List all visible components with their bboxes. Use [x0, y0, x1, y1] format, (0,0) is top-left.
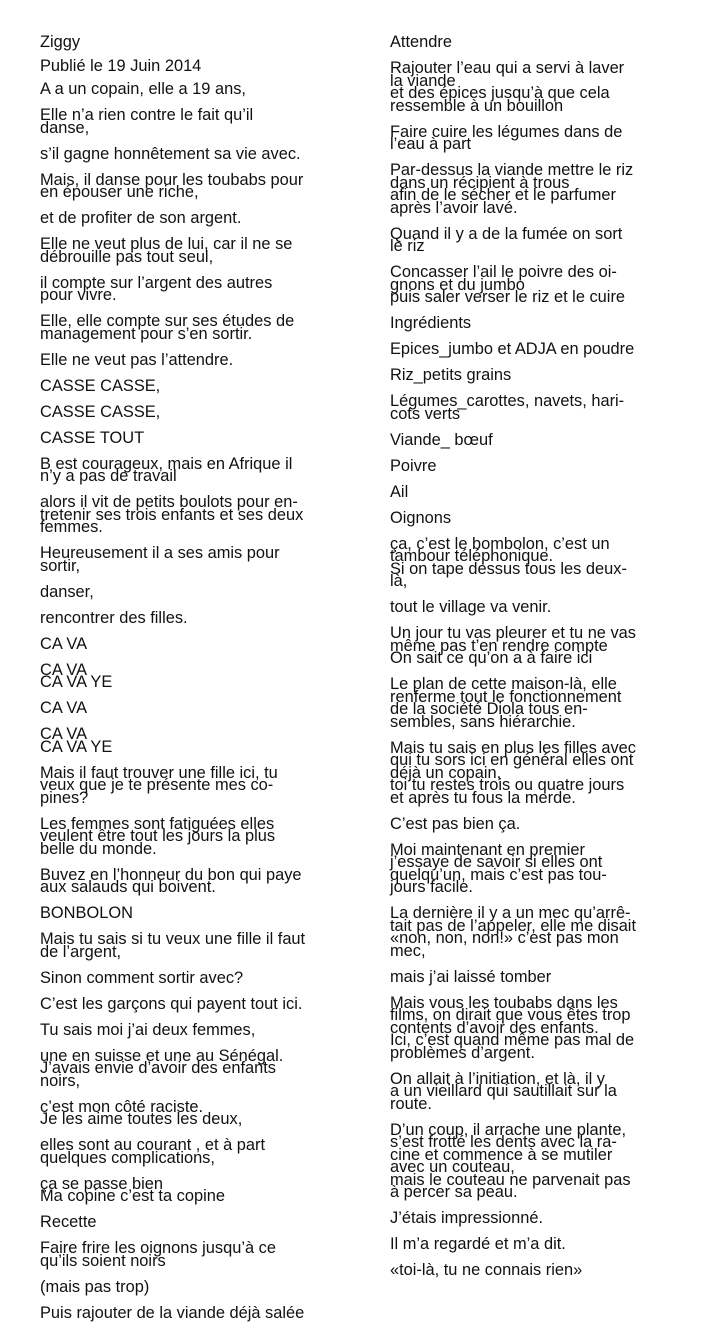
text-paragraph: D’un coup, il arrache une plante, s’est frotté les dents avec la ra- cine et commence à se mutiler avec un couteau, mais le couteau ne parvenait pas à percer sa peau.	[390, 1120, 631, 1201]
text-paragraph: Attendre	[390, 33, 452, 51]
text-paragraph: C’est les garçons qui payent tout ici.	[40, 994, 303, 1013]
text-paragraph: Riz_petits grains	[390, 366, 512, 384]
text-paragraph: s’il gagne honnêtement sa vie avec.	[40, 144, 301, 163]
text-paragraph: Par-dessus la viande mettre le riz dans un récipient à trous afin de le sécher et le parfumer après l’avoir lavé.	[390, 161, 634, 217]
text-paragraph: CA VA CA VA YE	[40, 725, 113, 756]
text-paragraph: elles sont au courant , et à part quelques complications,	[40, 1136, 266, 1167]
text-paragraph: Faire frire les oignons jusqu’à ce qu’ils soient noirs	[40, 1239, 276, 1270]
text-paragraph: danser,	[40, 582, 94, 601]
text-paragraph: tout le village va venir.	[390, 598, 552, 616]
text-paragraph: CASSE CASSE,	[40, 376, 161, 395]
text-paragraph: Mais tu sais en plus les filles avec qui tu sors ici en général elles ont déjà un copain, toi tu restes trois ou quatre jours et après tu fous la merde.	[390, 738, 636, 807]
text-paragraph: c’est mon côté raciste. Je les aime toutes les deux,	[40, 1097, 243, 1128]
text-paragraph: CA VA	[40, 699, 88, 717]
text-paragraph: J’étais impressionné.	[390, 1209, 544, 1227]
text-paragraph: Puis rajouter de la viande déjà salée	[40, 1303, 305, 1322]
text-paragraph: Sinon comment sortir avec?	[40, 968, 244, 987]
text-paragraph: Viande_ bœuf	[390, 430, 493, 449]
text-paragraph: Poivre	[390, 456, 437, 475]
text-paragraph: Epices_jumbo et ADJA en poudre	[390, 340, 635, 358]
text-paragraph: Elle n’a rien contre le fait qu’il danse,	[40, 106, 254, 137]
text-paragraph: Mais vous les toubabs dans les films, on dirait que vous êtes trop contents d’avoir des enfants. Ici, c’est quand même pas mal de problèmes d’argent.	[390, 993, 635, 1062]
text-paragraph: alors il vit de petits boulots pour en- tretenir ses trois enfants et ses deux femmes.	[40, 493, 304, 536]
text-paragraph: mais j’ai laissé tomber	[390, 967, 552, 986]
right-column-body	[390, 34, 680, 1277]
text-paragraph: Mais, il danse pour les toubabs pour en épouser une riche,	[40, 170, 304, 201]
text-paragraph: Oignons	[390, 508, 452, 527]
text-paragraph: ça, c’est le bombolon, c’est un tambour téléphonique. Si on tape dessus tous les deux- là,	[390, 534, 627, 590]
right-text-column	[390, 34, 680, 1288]
author-name: Ziggy	[40, 33, 81, 51]
text-paragraph: «toi-là, tu ne connais rien»	[390, 1261, 583, 1279]
text-paragraph: Heureusement il a ses amis pour sortir,	[40, 544, 280, 575]
text-paragraph: et de profiter de son argent.	[40, 209, 242, 227]
text-paragraph: rencontrer des filles.	[40, 608, 188, 627]
text-paragraph: Concasser l’ail le poivre des oi- gnons et du jumbo puis saler verser le riz et le cuire	[390, 263, 626, 306]
text-paragraph: Buvez en l’honneur du bon qui paye aux salauds qui boivent.	[40, 865, 302, 896]
text-paragraph: La dernière il y a un mec qu’arrê- tait pas de l’appeler, elle me disait «non, non, non!» c’est pas mon mec,	[390, 904, 637, 960]
text-paragraph: Quand il y a de la fumée on sort le riz	[390, 224, 623, 255]
text-paragraph: Elle ne veut plus de lui, car il ne se débrouille pas tout seul,	[40, 235, 293, 266]
text-paragraph: Faire cuire les légumes dans de l’eau à part	[390, 122, 623, 153]
text-paragraph: Les femmes sont fatiguées elles veulent être tout les jours la plus belle du monde.	[40, 814, 276, 858]
text-paragraph: Ail	[390, 482, 409, 501]
text-paragraph: Elle ne veut pas l’attendre.	[40, 350, 234, 369]
text-paragraph: Moi maintenant en premier j’essaye de savoir si elles ont quelqu’un, mais c’est pas tou- jours facile.	[390, 840, 607, 896]
publication-date: Publié le 19 Juin 2014	[40, 56, 202, 75]
text-paragraph: Rajouter l’eau qui a servi à laver la viande et des épices jusqu’à que cela ressemble à un bouillon	[390, 59, 625, 115]
text-paragraph: Tu sais moi j’ai deux femmes,	[40, 1020, 256, 1039]
text-paragraph: Mais tu sais si tu veux une fille il faut de l’argent,	[40, 930, 306, 961]
text-paragraph: Mais il faut trouver une fille ici, tu veux que je te présente mes co- pines?	[40, 763, 278, 807]
text-paragraph: B est courageux, mais en Afrique il n’y a pas de travail	[40, 454, 293, 485]
text-paragraph: CASSE CASSE,	[40, 402, 161, 421]
text-paragraph: CA VA	[40, 634, 88, 653]
text-paragraph: il compte sur l’argent des autres pour vivre.	[40, 273, 273, 304]
text-paragraph: A a un copain, elle a 19 ans,	[40, 80, 246, 98]
text-paragraph: (mais pas trop)	[40, 1277, 150, 1296]
text-paragraph: une en suisse et une au Sénégal. J’avais envie d’avoir des enfants noirs,	[40, 1046, 284, 1090]
text-paragraph: BONBOLON	[40, 904, 133, 922]
left-column-body	[40, 80, 340, 1322]
text-paragraph: Un jour tu vas pleurer et tu ne vas même pas t’en rendre compte On sait ce qu’on a à faire ici	[390, 624, 636, 667]
text-paragraph: CASSE TOUT	[40, 428, 145, 447]
text-paragraph: Ingrédients	[390, 314, 472, 332]
left-text-column	[40, 34, 340, 1331]
text-paragraph: Il m’a regardé et m’a dit.	[390, 1235, 566, 1253]
text-paragraph: Légumes_carottes, navets, hari- cots verts	[390, 392, 625, 423]
text-paragraph: Elle, elle compte sur ses études de management pour s’en sortir.	[40, 312, 295, 343]
text-paragraph: On allait à l’initiation, et là, il y a un vieillard qui sautillait sur la route.	[390, 1069, 617, 1113]
text-paragraph: Le plan de cette maison-là, elle renferme tout le fonctionnement de la société Diola tous en- sembles, sans hiérarchie.	[390, 675, 622, 731]
text-paragraph: Recette	[40, 1213, 97, 1231]
text-paragraph: ça se passe bien Ma copine c’est ta copine	[40, 1174, 225, 1205]
text-paragraph: CA VA CA VA YE	[40, 660, 113, 691]
text-paragraph: C’est pas bien ça.	[390, 814, 521, 833]
